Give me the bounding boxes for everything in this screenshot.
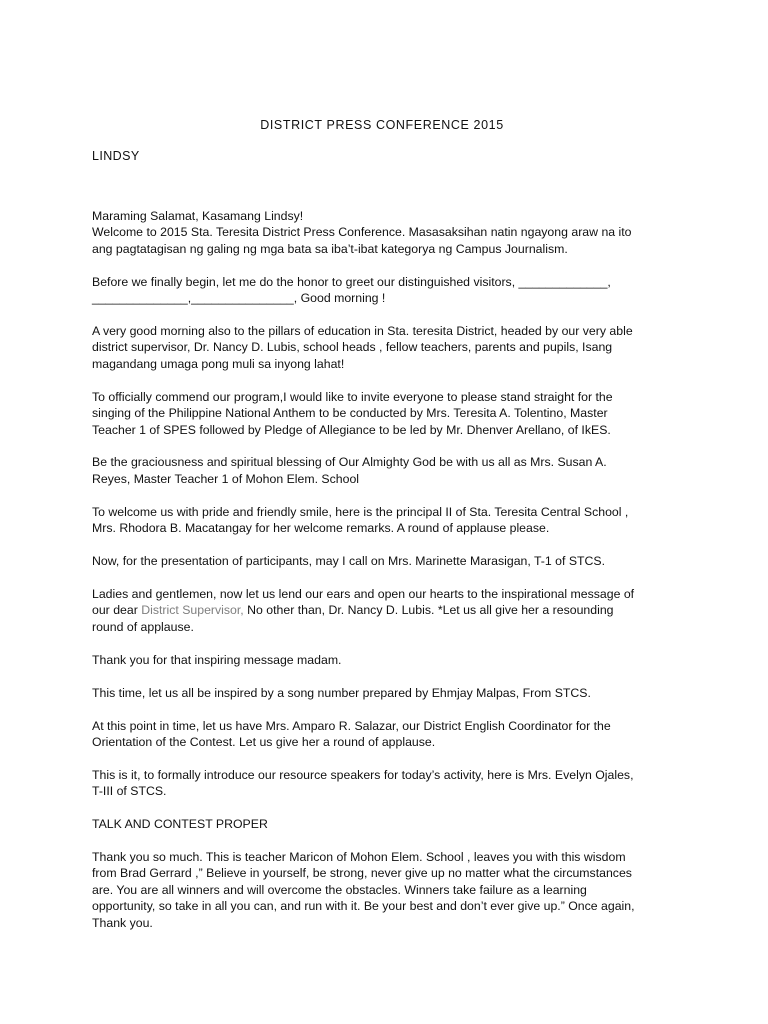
text-line: Maraming Salamat, Kasamang Lindsy! [92,209,304,223]
text-line: Now, for the presentation of participants, may I call on Mrs. Marinette Marasigan, T-1 of STCS. [92,554,606,569]
text-line [92,602,682,618]
text-line: ______________,_______________, Good morning ! [92,291,386,306]
paragraph-song-number [92,685,682,701]
text-line: T-III of STCS. [92,784,167,799]
text-segment: our dear [92,603,142,618]
paragraph-welcome [92,208,682,257]
text-line: This is it, to formally introduce our resource speakers for today’s activity, here is Mrs. Evelyn Ojales, [92,767,634,782]
text-line: At this point in time, let us have Mrs. Amparo R. Salazar, our District English Coordinator for the [92,718,611,733]
text-line: opportunity, so take in all you can, and run with it. Be your best and don’t ever give up.” Once again, [92,899,635,914]
paragraph-orientation [92,718,682,751]
text-line: A very good morning also to the pillars of education in Sta. teresita District, headed by our very able [92,324,633,339]
text-line: To officially commend our program,I would like to invite everyone to please stand straight for the [92,389,613,404]
paragraph-national-anthem [92,389,682,438]
document-body [92,208,682,948]
text-line: magandang umaga pong muli sa inyong lahat! [92,356,345,371]
paragraph-prayer [92,454,682,487]
paragraph-thank-you [92,652,682,668]
text-segment: No other than, Dr. Nancy D. Lubis. *Let us all give her a resounding [243,603,614,618]
text-line: To welcome us with pride and friendly smile, here is the principal II of Sta. Teresita Central School , [92,504,629,519]
text-line: Mrs. Rhodora B. Macatangay for her welcome remarks. A round of applause please. [92,521,550,536]
text-line: TALK AND CONTEST PROPER [92,817,268,832]
section-heading [92,816,682,832]
text-line: Teacher 1 of SPES followed by Pledge of Allegiance to be led by Mr. Dhenver Arellano, of IkES. [92,422,611,437]
speaker-name: LINDSY [92,149,140,163]
text-line: are. You are all winners and will overcome the obstacles. Winners take failure as a learning [92,882,587,897]
text-line: singing of the Philippine National Anthem to be conducted by Mrs. Teresita A. Tolentino, Master [92,406,608,421]
paragraph-resource-speakers [92,767,682,800]
paragraph-good-morning [92,323,682,372]
text-line: district supervisor, Dr. Nancy D. Lubis, school heads , fellow teachers, parents and pupils, Isang [92,340,613,355]
text-line: from Brad Gerrard ,” Believe in yourself, be strong, never give up no matter what the circumstances [92,866,632,881]
paragraph-closing [92,849,682,931]
text-line: Thank you for that inspiring message madam. [92,652,342,667]
text-line: Thank you. [92,915,153,930]
highlighted-text: District Supervisor, [141,603,244,618]
text-line: Thank you so much. This is teacher Maricon of Mohon Elem. School , leaves you with this wisdom [92,850,626,865]
text-line: Ladies and gentlemen, now let us lend our ears and open our hearts to the inspirational message of [92,587,635,601]
text-line: This time, let us all be inspired by a song number prepared by Ehmjay Malpas, From STCS. [92,685,591,700]
paragraph-participants [92,553,682,569]
text-line: Welcome to 2015 Sta. Teresita District Press Conference. Masasaksihan natin ngayong araw na ito [92,225,632,240]
text-line: Be the graciousness and spiritual blessing of Our Almighty God be with us all as Mrs. Susan A. [92,455,607,470]
paragraph-greet-visitors [92,274,682,307]
text-line: Reyes, Master Teacher 1 of Mohon Elem. School [92,471,360,486]
text-line: ang pagtatagisan ng galing ng mga bata sa iba’t-ibat kategorya ng Campus Journalism. [92,241,568,256]
paragraph-welcome-remarks [92,504,682,537]
document-page [92,0,682,1024]
text-line: Orientation of the Contest. Let us give her a round of applause. [92,734,436,749]
document-title: DISTRICT PRESS CONFERENCE 2015 [260,118,504,132]
paragraph-inspirational-message [92,586,682,635]
text-line: round of applause. [92,619,194,634]
text-line: Before we finally begin, let me do the honor to greet our distinguished visitors, _____________, [92,274,611,289]
